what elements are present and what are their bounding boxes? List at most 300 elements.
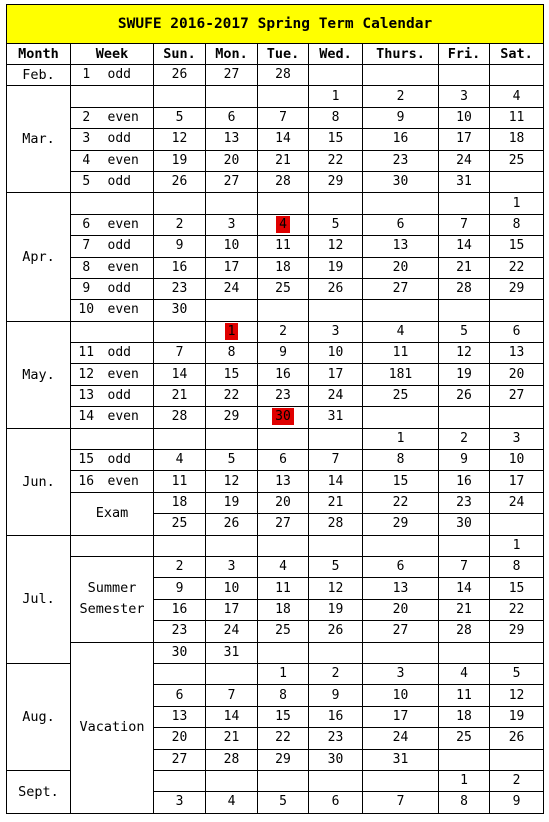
day-cell: 27 (363, 278, 439, 299)
day-cell: 31 (363, 749, 439, 770)
day-cell: 1 (309, 86, 363, 107)
day-cell: 7 (154, 343, 206, 364)
day-cell (309, 770, 363, 791)
day-cell: 2 (363, 86, 439, 107)
day-cell: 7 (439, 214, 490, 235)
day-cell: 7 (258, 107, 309, 128)
day-cell: 19 (154, 150, 206, 171)
calendar-row (7, 107, 544, 128)
day-cell: 4 (439, 663, 490, 684)
summer-semester-label (71, 556, 154, 642)
calendar-row (7, 257, 544, 278)
day-cell: 17 (206, 599, 258, 620)
day-cell: 23 (309, 728, 363, 749)
week-parity: odd (102, 171, 154, 192)
calendar-row (7, 278, 544, 299)
week-parity: even (102, 407, 154, 428)
calendar-row (7, 492, 544, 513)
day-cell: 27 (206, 65, 258, 86)
header-wednesday: Wed. (309, 44, 363, 65)
day-cell: 28 (439, 278, 490, 299)
day-cell: 25 (490, 150, 544, 171)
day-cell (490, 514, 544, 535)
week-number: 1 (71, 65, 102, 86)
week-parity: even (102, 107, 154, 128)
day-cell (490, 171, 544, 192)
day-cell: 11 (363, 343, 439, 364)
header-saturday: Sat. (490, 44, 544, 65)
calendar-row (7, 129, 544, 150)
day-cell (258, 214, 309, 235)
day-cell (258, 300, 309, 321)
day-cell: 13 (154, 706, 206, 727)
day-cell: 13 (258, 471, 309, 492)
day-cell (309, 642, 363, 663)
day-cell (309, 300, 363, 321)
day-cell: 10 (206, 578, 258, 599)
term-calendar-table (6, 4, 544, 814)
day-cell: 23 (258, 385, 309, 406)
day-cell: 22 (258, 728, 309, 749)
day-cell: 5 (309, 214, 363, 235)
day-cell (439, 749, 490, 770)
day-cell: 5 (154, 107, 206, 128)
label-text: Semester (79, 601, 145, 618)
month-cell-feb: Feb. (7, 65, 71, 86)
day-cell: 10 (363, 685, 439, 706)
day-cell (363, 300, 439, 321)
week-number: 13 (71, 385, 102, 406)
calendar-row (7, 65, 544, 86)
day-cell: 13 (490, 343, 544, 364)
day-cell (258, 86, 309, 107)
week-number: 6 (71, 214, 102, 235)
day-cell: 6 (206, 107, 258, 128)
day-cell: 11 (258, 578, 309, 599)
calendar-row (7, 193, 544, 214)
header-month: Month (7, 44, 71, 65)
highlighted-date: 4 (276, 216, 290, 233)
day-cell: 27 (206, 171, 258, 192)
day-cell (439, 65, 490, 86)
day-cell: 25 (439, 728, 490, 749)
day-cell: 8 (206, 343, 258, 364)
calendar-row (7, 236, 544, 257)
day-cell: 23 (439, 492, 490, 513)
day-cell: 21 (309, 492, 363, 513)
day-cell: 17 (206, 257, 258, 278)
day-cell: 30 (439, 514, 490, 535)
day-cell (206, 770, 258, 791)
day-cell: 9 (154, 578, 206, 599)
day-cell: 22 (363, 492, 439, 513)
day-cell: 29 (309, 171, 363, 192)
day-cell: 20 (363, 257, 439, 278)
day-cell: 14 (154, 364, 206, 385)
day-cell: 181 (363, 364, 439, 385)
day-cell: 12 (154, 129, 206, 150)
day-cell: 2 (154, 556, 206, 577)
day-cell: 12 (439, 343, 490, 364)
label-text: Exam (95, 505, 129, 522)
day-cell: 26 (206, 514, 258, 535)
day-cell: 24 (206, 278, 258, 299)
day-cell: 3 (154, 792, 206, 813)
day-cell (439, 300, 490, 321)
day-cell: 24 (363, 728, 439, 749)
day-cell (206, 321, 258, 342)
day-cell (258, 642, 309, 663)
day-cell: 12 (309, 236, 363, 257)
day-cell: 8 (490, 556, 544, 577)
day-cell (439, 407, 490, 428)
day-cell (206, 535, 258, 556)
day-cell: 27 (490, 385, 544, 406)
day-cell: 22 (490, 599, 544, 620)
calendar-row (7, 150, 544, 171)
day-cell: 10 (206, 236, 258, 257)
day-cell: 20 (154, 728, 206, 749)
day-cell: 20 (363, 599, 439, 620)
day-cell: 11 (490, 107, 544, 128)
day-cell: 7 (206, 685, 258, 706)
day-cell: 6 (154, 685, 206, 706)
day-cell: 21 (206, 728, 258, 749)
day-cell: 19 (309, 599, 363, 620)
day-cell (154, 86, 206, 107)
day-cell: 1 (363, 428, 439, 449)
day-cell (490, 300, 544, 321)
day-cell: 29 (490, 621, 544, 642)
day-cell: 4 (154, 450, 206, 471)
week-parity: odd (102, 450, 154, 471)
day-cell (154, 770, 206, 791)
day-cell: 20 (490, 364, 544, 385)
day-cell: 9 (154, 236, 206, 257)
day-cell (309, 65, 363, 86)
day-cell (363, 535, 439, 556)
week-blank (71, 321, 154, 342)
header-sunday: Sun. (154, 44, 206, 65)
day-cell: 10 (439, 107, 490, 128)
day-cell: 16 (154, 599, 206, 620)
header-week: Week (71, 44, 154, 65)
day-cell (309, 535, 363, 556)
day-cell (490, 65, 544, 86)
day-cell: 27 (258, 514, 309, 535)
header-thursday: Thurs. (363, 44, 439, 65)
day-cell (154, 321, 206, 342)
month-cell-may: May. (7, 321, 71, 428)
day-cell: 13 (206, 129, 258, 150)
calendar-row (7, 556, 544, 577)
day-cell: 14 (439, 236, 490, 257)
day-cell: 23 (154, 278, 206, 299)
week-number: 10 (71, 300, 102, 321)
day-cell: 16 (258, 364, 309, 385)
day-cell: 6 (490, 321, 544, 342)
week-parity: odd (102, 385, 154, 406)
week-number: 3 (71, 129, 102, 150)
calendar-row (7, 171, 544, 192)
calendar-row (7, 535, 544, 556)
day-cell (439, 535, 490, 556)
day-cell: 21 (439, 599, 490, 620)
day-cell: 22 (309, 150, 363, 171)
day-cell: 5 (490, 663, 544, 684)
day-cell: 24 (439, 150, 490, 171)
day-cell: 25 (258, 278, 309, 299)
day-cell: 5 (206, 450, 258, 471)
day-cell: 15 (363, 471, 439, 492)
day-cell (363, 193, 439, 214)
day-cell: 8 (490, 214, 544, 235)
calendar-row (7, 642, 544, 663)
month-cell-apr: Apr. (7, 193, 71, 321)
day-cell: 15 (490, 236, 544, 257)
calendar-row (7, 343, 544, 364)
day-cell: 2 (439, 428, 490, 449)
day-cell: 1 (439, 770, 490, 791)
day-cell: 12 (490, 685, 544, 706)
week-number: 11 (71, 343, 102, 364)
day-cell: 8 (439, 792, 490, 813)
day-cell: 27 (363, 621, 439, 642)
month-cell-sep: Sept. (7, 770, 71, 813)
vacation-label (71, 642, 154, 813)
week-parity: even (102, 150, 154, 171)
highlighted-date: 30 (272, 408, 294, 425)
day-cell: 4 (258, 556, 309, 577)
week-parity: odd (102, 343, 154, 364)
day-cell: 28 (206, 749, 258, 770)
day-cell (206, 428, 258, 449)
day-cell: 18 (439, 706, 490, 727)
week-parity: even (102, 471, 154, 492)
day-cell: 3 (439, 86, 490, 107)
day-cell (363, 65, 439, 86)
day-cell: 7 (309, 450, 363, 471)
day-cell: 24 (309, 385, 363, 406)
day-cell: 3 (490, 428, 544, 449)
calendar-row (7, 214, 544, 235)
week-parity: even (102, 300, 154, 321)
day-cell (258, 193, 309, 214)
day-cell (154, 535, 206, 556)
day-cell (258, 428, 309, 449)
day-cell: 21 (154, 385, 206, 406)
week-parity: even (102, 364, 154, 385)
day-cell: 26 (309, 278, 363, 299)
week-number: 12 (71, 364, 102, 385)
day-cell: 26 (439, 385, 490, 406)
day-cell (439, 642, 490, 663)
calendar-title: SWUFE 2016-2017 Spring Term Calendar (7, 5, 544, 44)
day-cell: 16 (439, 471, 490, 492)
day-cell: 1 (490, 193, 544, 214)
day-cell: 9 (309, 685, 363, 706)
day-cell: 17 (363, 706, 439, 727)
day-cell: 9 (363, 107, 439, 128)
day-cell: 8 (309, 107, 363, 128)
day-cell: 28 (258, 171, 309, 192)
highlighted-date: 1 (225, 323, 239, 340)
week-blank (71, 193, 154, 214)
week-parity: odd (102, 236, 154, 257)
day-cell: 2 (309, 663, 363, 684)
day-cell: 26 (154, 65, 206, 86)
day-cell: 13 (363, 578, 439, 599)
day-cell (258, 407, 309, 428)
day-cell: 25 (154, 514, 206, 535)
day-cell: 29 (363, 514, 439, 535)
day-cell: 17 (490, 471, 544, 492)
day-cell: 10 (309, 343, 363, 364)
week-blank (71, 86, 154, 107)
week-number: 2 (71, 107, 102, 128)
day-cell: 14 (439, 578, 490, 599)
day-cell: 6 (309, 792, 363, 813)
day-cell (258, 535, 309, 556)
day-cell: 15 (258, 706, 309, 727)
day-cell: 3 (206, 214, 258, 235)
day-cell: 23 (363, 150, 439, 171)
week-parity: odd (102, 65, 154, 86)
calendar-row (7, 385, 544, 406)
day-cell: 6 (258, 450, 309, 471)
day-cell: 17 (309, 364, 363, 385)
day-cell: 18 (258, 257, 309, 278)
day-cell: 24 (490, 492, 544, 513)
day-cell: 11 (439, 685, 490, 706)
day-cell: 15 (490, 578, 544, 599)
day-cell: 3 (309, 321, 363, 342)
day-cell: 11 (258, 236, 309, 257)
day-cell: 9 (258, 343, 309, 364)
day-cell: 22 (490, 257, 544, 278)
header-monday: Mon. (206, 44, 258, 65)
day-cell: 30 (363, 171, 439, 192)
day-cell: 14 (206, 706, 258, 727)
header-friday: Fri. (439, 44, 490, 65)
week-parity: odd (102, 278, 154, 299)
calendar-row (7, 321, 544, 342)
day-cell: 8 (258, 685, 309, 706)
day-cell: 26 (490, 728, 544, 749)
day-cell: 14 (258, 129, 309, 150)
day-cell: 20 (206, 150, 258, 171)
day-cell: 8 (363, 450, 439, 471)
day-cell: 20 (258, 492, 309, 513)
week-blank (71, 428, 154, 449)
day-cell: 2 (490, 770, 544, 791)
day-cell: 14 (309, 471, 363, 492)
day-cell: 27 (154, 749, 206, 770)
day-cell: 16 (363, 129, 439, 150)
week-number: 5 (71, 171, 102, 192)
month-cell-mar: Mar. (7, 86, 71, 193)
day-cell: 31 (309, 407, 363, 428)
day-cell: 16 (309, 706, 363, 727)
day-cell: 29 (206, 407, 258, 428)
day-cell (309, 193, 363, 214)
day-cell (206, 663, 258, 684)
day-cell: 4 (206, 792, 258, 813)
day-cell: 22 (206, 385, 258, 406)
day-cell: 19 (490, 706, 544, 727)
day-cell: 19 (439, 364, 490, 385)
calendar-row (7, 407, 544, 428)
day-cell: 9 (490, 792, 544, 813)
day-cell: 31 (439, 171, 490, 192)
summer-gap (71, 535, 154, 556)
week-parity: even (102, 257, 154, 278)
day-cell: 28 (439, 621, 490, 642)
day-cell: 28 (154, 407, 206, 428)
day-cell: 5 (309, 556, 363, 577)
calendar-row (7, 428, 544, 449)
day-cell: 18 (154, 492, 206, 513)
day-cell: 4 (363, 321, 439, 342)
day-cell: 3 (206, 556, 258, 577)
day-cell: 30 (154, 642, 206, 663)
calendar-row (7, 450, 544, 471)
day-cell: 17 (439, 129, 490, 150)
day-cell: 9 (439, 450, 490, 471)
day-cell: 28 (258, 65, 309, 86)
week-number: 4 (71, 150, 102, 171)
day-cell: 25 (363, 385, 439, 406)
header-tuesday: Tue. (258, 44, 309, 65)
day-cell: 6 (363, 556, 439, 577)
week-number: 8 (71, 257, 102, 278)
day-cell: 19 (309, 257, 363, 278)
day-cell (154, 193, 206, 214)
day-cell: 3 (363, 663, 439, 684)
exam-period-label (71, 492, 154, 535)
day-cell: 29 (490, 278, 544, 299)
week-parity: even (102, 214, 154, 235)
week-number: 9 (71, 278, 102, 299)
day-cell: 18 (490, 129, 544, 150)
day-cell (363, 642, 439, 663)
calendar-row (7, 364, 544, 385)
day-cell: 13 (363, 236, 439, 257)
day-cell: 19 (206, 492, 258, 513)
day-cell: 2 (258, 321, 309, 342)
day-cell: 4 (490, 86, 544, 107)
day-cell (206, 193, 258, 214)
week-number: 14 (71, 407, 102, 428)
week-number: 15 (71, 450, 102, 471)
day-cell: 16 (154, 257, 206, 278)
day-cell: 21 (258, 150, 309, 171)
day-cell (363, 407, 439, 428)
label-text: Vacation (79, 719, 145, 736)
day-cell: 30 (154, 300, 206, 321)
day-cell: 26 (309, 621, 363, 642)
day-cell: 7 (439, 556, 490, 577)
day-cell: 2 (154, 214, 206, 235)
day-cell: 25 (258, 621, 309, 642)
month-cell-aug: Aug. (7, 663, 71, 770)
day-cell: 28 (309, 514, 363, 535)
day-cell (309, 428, 363, 449)
day-cell: 1 (490, 535, 544, 556)
day-cell: 1 (258, 663, 309, 684)
day-cell: 31 (206, 642, 258, 663)
week-number: 16 (71, 471, 102, 492)
